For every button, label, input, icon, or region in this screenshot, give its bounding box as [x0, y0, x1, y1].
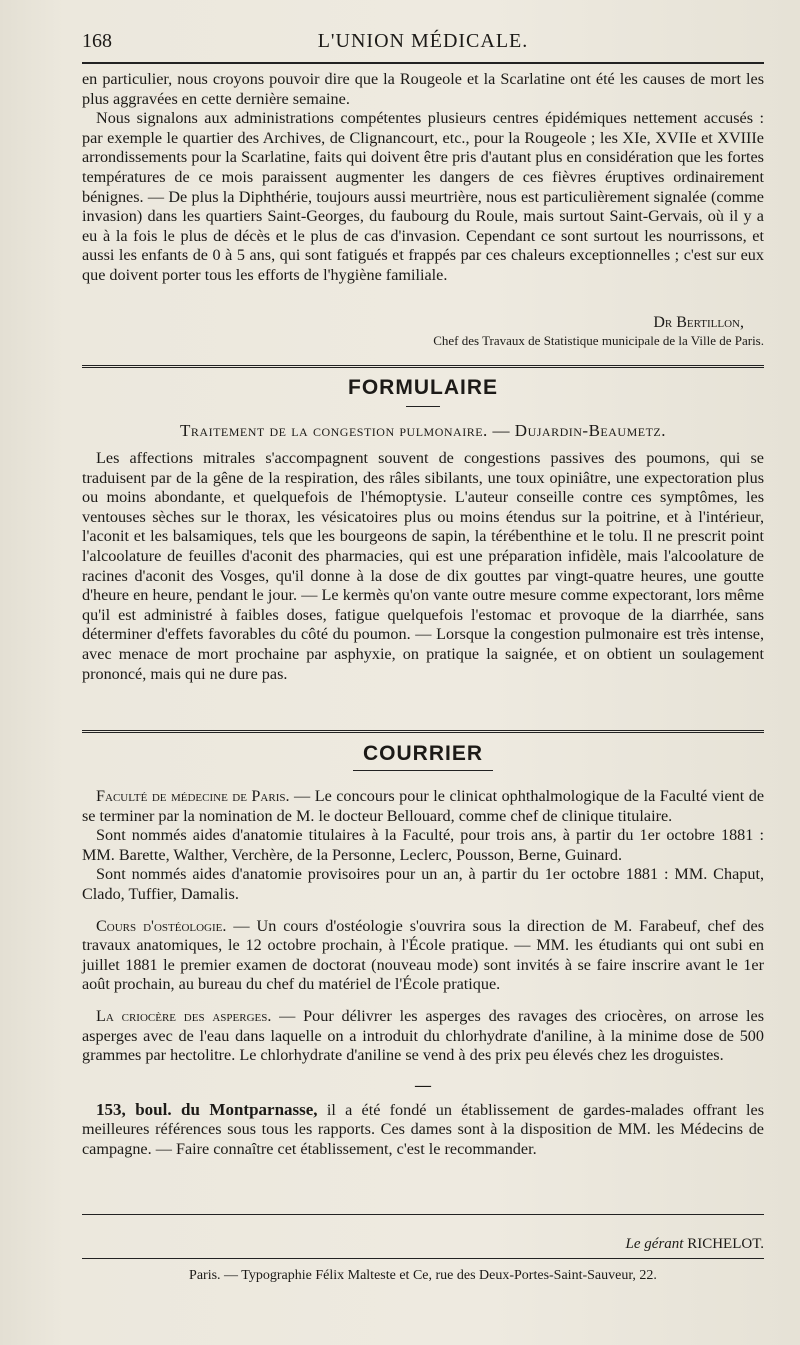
criocere-paragraph [82, 1007, 764, 1066]
aides-provisoires-paragraph: Sont nommés aides d'anatomie provisoires pour un an, à partir du 1er octobre 1881 : MM. Chaput, Clado, Tuffier, Damalis. [82, 865, 764, 903]
criocere-text: — Pour délivrer les asperges des ravages des criocères, on arrose les asperges avec de l'eau dans laquelle on a introduit du chlorhydrate d'aniline, à la minime dose de 500 grammes par hectolitre. Le chlorhydrate d'aniline se vend à des prix peu élevés chez les droguistes. [82, 1006, 764, 1065]
section-title: FORMULAIRE [348, 376, 498, 399]
page-header [82, 22, 764, 56]
faculte-heading: Faculté de médecine de Paris. [96, 787, 290, 805]
faculte-text: — Le concours pour le clinicat ophthalmologique de la Faculté vient de se terminer par la nomination de M. le docteur Bellouard, comme chef de clinique titulaire. [82, 787, 764, 825]
section-divider [82, 730, 764, 733]
intro-section [82, 70, 764, 286]
faculte-paragraph [82, 787, 764, 826]
intro-paragraph-2: Nous signalons aux administrations compétentes plusieurs centres épidémiques nettement accusés : par exemple le quartier des Archives, de Clignancourt, etc., pour la Rougeole ; les XIe, XVIIe et XVIIIe arrondissements pour la Scarlatine, faits qui doivent être pris d'autant plus en considération que les fortes températures de ce mois paraissent augmenter les dangers de ces fièvres éruptives ordinairement bénignes. — De plus la Diphthérie, toujours aussi meurtrière, nous est particulièrement signalée (comme invasion) dans les quartiers Saint-Georges, du faubourg du Roule, mais surtout Saint-Gervais, où il y a eu à la fois le plus de décès et le plus de cas d'invasion. Cependant ce sont surtout les nourrissons, et aussi les enfants de 0 à 5 ans, qui sont fatigués et frappés par ces chaleurs exceptionnelles ; c'est sur eux que doivent porter tous les efforts de l'hygiène familiale. [82, 109, 764, 284]
signature-title: Chef des Travaux de Statistique municipale de la Ville de Paris. [433, 333, 764, 348]
section-title: COURRIER [362, 742, 483, 765]
advert-paragraph [82, 1100, 764, 1160]
osteologie-heading: Cours d'ostéologie. [96, 916, 227, 935]
imprint-footer: Paris. — Typographie Félix Malteste et Ce, rue des Deux-Portes-Saint-Sauveur, 22. [189, 1268, 657, 1283]
osteologie-text: — Un cours d'ostéologie s'ouvrira sous la direction de M. Farabeuf, chef des travaux anatomiques, le 12 octobre prochain, à l'École pratique. — MM. les étudiants qui ont subi en juillet 1881 le premier examen de doctorat (nouveau mode) sont invités à se faire inscrire avant le 1er août prochain, au bureau du chef du matériel de l'École pratique. [82, 916, 764, 994]
gerant-line [82, 1236, 764, 1253]
gerant-label: Le gérant [625, 1236, 684, 1252]
courrier-section [82, 742, 764, 1160]
signature-name: Dr Bertillon, [653, 314, 744, 331]
title-underline [406, 406, 440, 407]
header-rule [82, 62, 764, 64]
running-head: L'UNION MÉDICALE. [317, 30, 529, 52]
osteologie-paragraph [82, 917, 764, 995]
gerant-name: RICHELOT. [687, 1236, 764, 1252]
advert-heading: 153, boul. du Montparnasse, [96, 1099, 318, 1119]
intro-paragraph-1: en particulier, nous croyons pouvoir dire que la Rougeole et la Scarlatine ont été les causes de mort les plus aggravées en cette dernière semaine. [82, 70, 764, 108]
formulaire-text: Les affections mitrales s'accompagnent souvent de congestions passives des poumons, qui se traduisent par de la gêne de la respiration, des râles sibilants, une toux opiniâtre, une expectoration plus ou moins abondante, et quelquefois de l'hémoptysie. L'auteur conseille contre ces symptômes, les ventouses sèches sur le thorax, les vésicatoires plus ou moins étendus sur la poitrine, et à l'intérieur, l'aconit et les balsamiques, tels que les bourgeons de sapin, la térébenthine et le tolu. Il ne prescrit point l'alcoolature de feuilles d'aconit des pharmacies, qui est une préparation infidèle, mais l'alcoolature de racines d'aconit des Vosges, qu'il donne à la dose de dix gouttes par vingt-quatre heures, une goutte d'heure en heure, pendant le jour. — Le kermès qu'on vante outre mesure comme expectorant, lors même qu'il est administré à faibles doses, fatigue quelquefois l'estomac et provoque de la diarrhée, sans déterminer d'effets favorables du côté du poumon. — Lorsque la congestion pulmonaire est très intense, avec menace de mort prochaine par asphyxie, on pratique la saignée, et on obtient un soulagement prononcé, mais qui ne dure pas. [82, 449, 764, 683]
aides-titulaires-paragraph: Sont nommés aides d'anatomie titulaires à la Faculté, pour trois ans, à partir du 1er octobre 1881 : MM. Barette, Walther, Verchère, de la Personne, Leclerc, Pousson, Berne, Guinard. [82, 826, 764, 864]
advert-text: il a été fondé un établissement de gardes-malades offrant les meilleures références sous tous les rapports. Ces dames sont à la disposition de MM. les Médecins de campagne. — Faire connaître cet établissement, c'est le recommander. [82, 1100, 764, 1158]
section-divider [82, 365, 764, 368]
signature-block [82, 313, 764, 349]
formulaire-section [82, 376, 764, 684]
footer-rule [82, 1258, 764, 1259]
separator-dash: — [415, 1076, 431, 1094]
formulaire-subtitle: Traitement de la congestion pulmonaire. — Dujardin-Beaumetz. [180, 421, 666, 440]
page-number: 168 [82, 30, 112, 52]
criocere-heading: La criocère des asperges. [96, 1006, 272, 1025]
title-underline [353, 770, 493, 771]
bottom-rule [82, 1214, 764, 1215]
